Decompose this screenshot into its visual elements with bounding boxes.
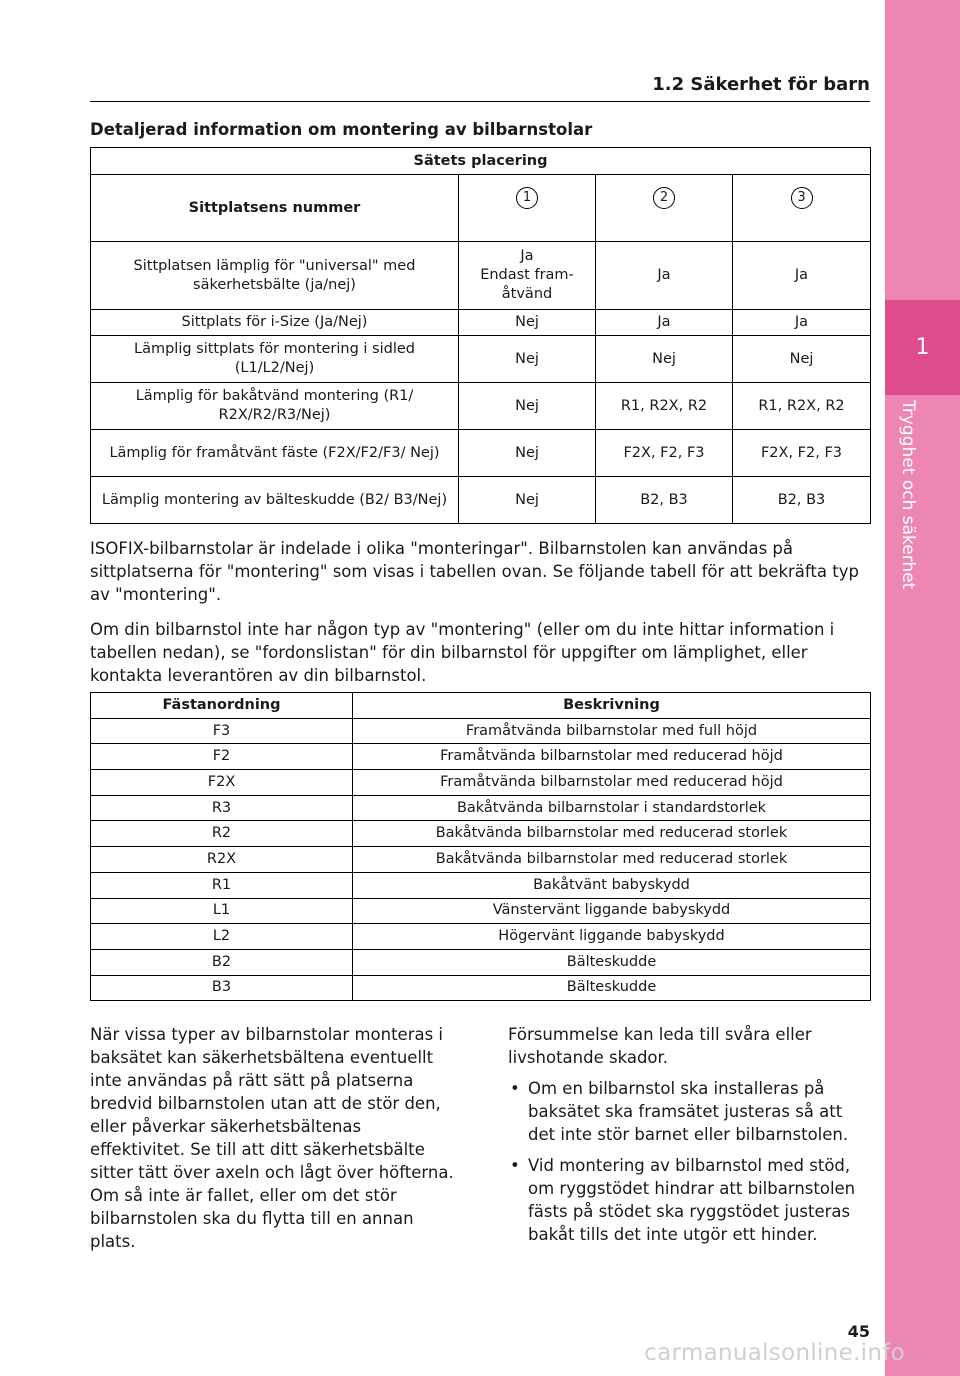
fixture-description: Framåtvända bilbarnstolar med reducerad höjd [353,770,871,796]
fixture-description: Framåtvända bilbarnstolar med full höjd [353,718,871,744]
fixture-description: Högervänt liggande babyskydd [353,924,871,950]
row-value: F2X, F2, F3 [733,430,871,477]
page-header: 1.2 Säkerhet för barn [652,74,870,95]
fixture-code: F2 [91,744,353,770]
row-label: Sittplats för i-Size (Ja/Nej) [91,310,459,336]
row-value: Nej [596,336,733,383]
table-caption: Sätets placering [91,148,871,175]
fixture-code: R2 [91,821,353,847]
row-value: Nej [733,336,871,383]
fixture-description: Vänstervänt liggande babyskydd [353,898,871,924]
row-value: B2, B3 [733,477,871,524]
table-row [91,847,871,873]
row-value: Ja [733,242,871,310]
fixture-description: Bälteskudde [353,949,871,975]
list-item [508,1154,870,1246]
fixture-code: R3 [91,795,353,821]
row-value: Nej [459,336,596,383]
fixture-code: L1 [91,898,353,924]
table-row [91,430,871,477]
row-value: Nej [459,477,596,524]
warning-left-text: När vissa typer av bilbarnstolar monteras i baksätet kan säkerhetsbältena eventuellt inte användas på rätt sätt på platserna bredvid bilbarnstolen utan att de stör den, eller påverkar säkerhetsbältenas effektivitet. Se till att ditt säkerhetsbälte sitter tätt över axeln och lågt över höfterna. Om så inte är fallet, eller om det stör bilbarnstolen ska du flytta till en annan plats. [90,1025,454,1251]
warning-right-column [508,1023,870,1254]
section-title: Detaljerad information om montering av bilbarnstolar [90,120,593,139]
row-value: Ja [596,242,733,310]
row-value: Ja Endast fram- åtvänd [459,242,596,310]
table-row [91,924,871,950]
table-row [91,477,871,524]
seat-number-2 [596,175,733,242]
table-row [91,242,871,310]
list-item-text: Vid montering av bilbarnstol med stöd, om ryggstödet hindrar att bilbarnstolen fästs på stödet ska ryggstödet justeras bakåt tills det inte utgör ett hinder. [528,1156,856,1244]
seat-placement-table [90,147,871,524]
row-value: Nej [459,430,596,477]
seat-number-1 [459,175,596,242]
chapter-number: 1 [915,335,930,360]
warning-list [508,1077,870,1246]
table-row [91,975,871,1001]
row-label: Lämplig sittplats för montering i sidled (L1/L2/Nej) [91,336,459,383]
fixture-table [90,692,871,1001]
fixture-description: Framåtvända bilbarnstolar med reducerad höjd [353,744,871,770]
row-value: B2, B3 [596,477,733,524]
no-type-paragraph: Om din bilbarnstol inte har någon typ av "montering" (eller om du inte hittar information i tabellen nedan), se "fordonslistan" för din bilbarnstol för uppgifter om lämplighet, eller kontakta leverantören av din bilbarnstol. [90,620,835,685]
row-label: Lämplig för framåtvänt fäste (F2X/F2/F3/ Nej) [91,430,459,477]
seat-3-icon: 3 [791,187,813,209]
list-item [508,1077,870,1146]
row-label: Sittplatsen lämplig för "universal" med säkerhetsbälte (ja/nej) [91,242,459,310]
page-number: 45 [847,1322,870,1341]
header-divider [90,101,870,102]
table-row [91,336,871,383]
list-item-text: Om en bilbarnstol ska installeras på baksätet ska framsätet justeras så att det inte stör barnet eller bilbarnstolen. [528,1079,849,1144]
row-value: R1, R2X, R2 [596,383,733,430]
side-color-strip [885,0,960,1376]
watermark: carmanualsonline.info [644,1340,905,1366]
table-row [91,795,871,821]
fixture-description: Bälteskudde [353,975,871,1001]
table-row [91,872,871,898]
seat-1-icon: 1 [516,187,538,209]
row-value: Nej [459,310,596,336]
table-row [91,744,871,770]
fixture-description: Bakåtvända bilbarnstolar i standardstorlek [353,795,871,821]
table-row [91,770,871,796]
chapter-title: Trygghet och säkerhet [898,400,918,590]
row-label: Lämplig för bakåtvänd montering (R1/ R2X/R2/R3/Nej) [91,383,459,430]
fixture-code: B2 [91,949,353,975]
fixture-code: L2 [91,924,353,950]
fixture-code: F2X [91,770,353,796]
table-row [91,383,871,430]
row-value: Ja [596,310,733,336]
fixture-code: R2X [91,847,353,873]
table-row [91,718,871,744]
column-header-fixture: Fästanordning [91,693,353,719]
table-row [91,949,871,975]
table-row [91,821,871,847]
row-label: Lämplig montering av bälteskudde (B2/ B3/Nej) [91,477,459,524]
bullet-icon: • [510,1156,520,1175]
fixture-description: Bakåtvänt babyskydd [353,872,871,898]
fixture-code: F3 [91,718,353,744]
row-value: Nej [459,383,596,430]
seat-number-label: Sittplatsens nummer [91,175,459,242]
fixture-code: B3 [91,975,353,1001]
fixture-code: R1 [91,872,353,898]
row-value: Ja [733,310,871,336]
seat-2-icon: 2 [653,187,675,209]
table-row [91,310,871,336]
chapter-tab[interactable] [885,300,960,395]
table-row [91,898,871,924]
row-value: R1, R2X, R2 [733,383,871,430]
seat-number-3 [733,175,871,242]
column-header-description: Beskrivning [353,693,871,719]
fixture-description: Bakåtvända bilbarnstolar med reducerad storlek [353,847,871,873]
bullet-icon: • [510,1079,520,1098]
row-value: F2X, F2, F3 [596,430,733,477]
isofix-paragraph: ISOFIX-bilbarnstolar är indelade i olika "monteringar". Bilbarnstolen kan användas på sittplatserna för "montering" som visas i tabellen ovan. Se följande tabell för att bekräfta typ av "montering". [90,539,859,604]
warning-intro: Försummelse kan leda till svåra eller livshotande skador. [508,1025,812,1067]
fixture-description: Bakåtvända bilbarnstolar med reducerad storlek [353,821,871,847]
